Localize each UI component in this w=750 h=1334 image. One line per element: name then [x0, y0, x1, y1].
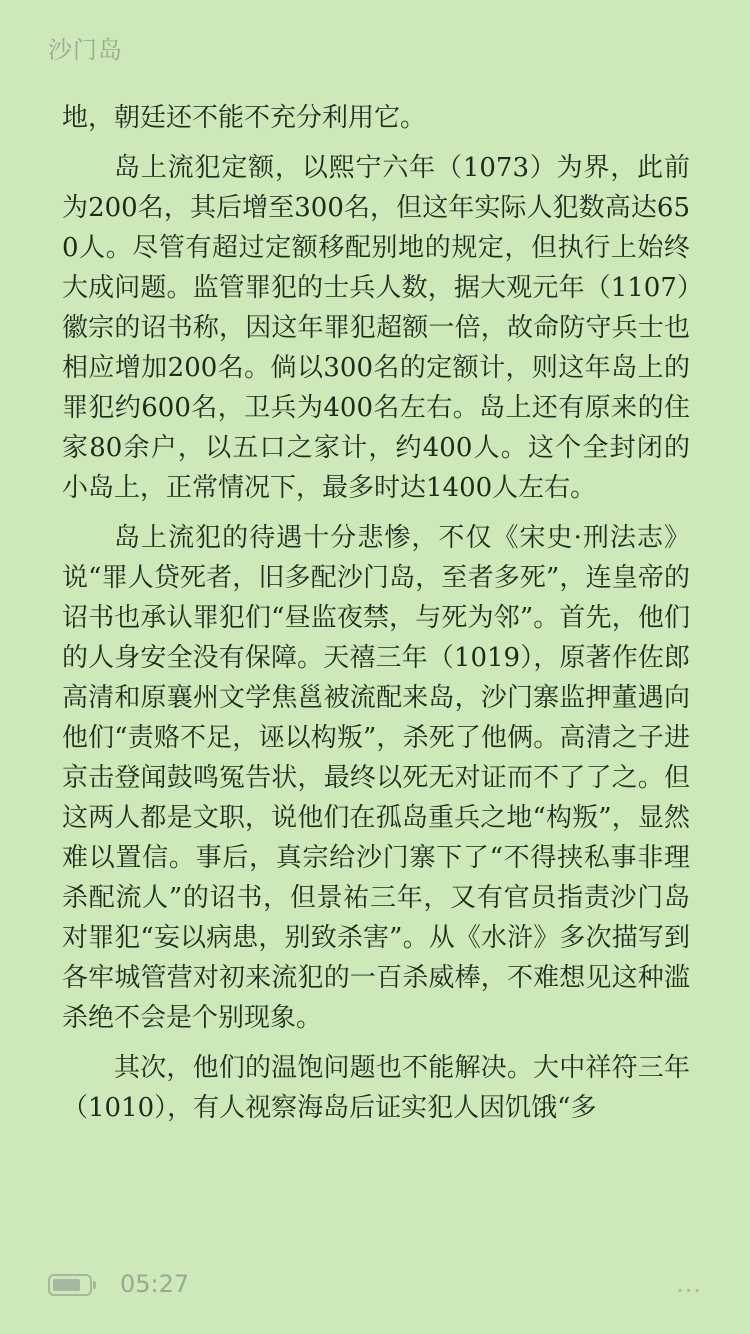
reading-content [62, 98, 690, 1138]
more-options-icon[interactable]: ... [676, 1270, 702, 1298]
reader-status-bar [0, 1266, 750, 1306]
battery-icon [48, 1274, 92, 1296]
clock-time: 05:27 [120, 1270, 190, 1298]
paragraph-2: 岛上流犯定额，以熙宁六年（1073）为界，此前为200名，其后增至300名，但这年实际人犯数高达650人。尽管有超过定额移配别地的规定，但执行上始终大成问题。监管罪犯的士兵人数，据大观元年（1107）徽宗的诏书称，因这年罪犯超额一倍，故命防守兵士也相应增加200名。倘以300名的定额计，则这年岛上的罪犯约600名，卫兵为400名左右。岛上还有原来的住家80余户，以五口之家计，约400人。这个全封闭的小岛上，正常情况下，最多时达1400人左右。 [62, 153, 690, 503]
book-title: 沙门岛 [48, 36, 123, 64]
paragraph-4: 其次，他们的温饱问题也不能解决。大中祥符三年（1010），有人视察海岛后证实犯人因饥饿“多 [62, 1053, 690, 1123]
battery-level-fill [53, 1279, 80, 1291]
battery-tip [93, 1281, 96, 1289]
paragraph-1: 地，朝廷还不能不充分利用它。 [62, 103, 427, 133]
paragraph-3: 岛上流犯的待遇十分悲惨，不仅《宋史·刑法志》说“罪人贷死者，旧多配沙门岛，至者多死”，连皇帝的诏书也承认罪犯们“昼监夜禁，与死为邻”。首先，他们的人身安全没有保障。天禧三年（1019），原著作佐郎高清和原襄州文学焦邕被流配来岛，沙门寨监押董遇向他们“责赂不足，诬以构叛”，杀死了他俩。高清之子进京击登闻鼓鸣冤告状，最终以死无对证而不了了之。但这两人都是文职，说他们在孤岛重兵之地“构叛”，显然难以置信。事后，真宗给沙门寨下了“不得挟私事非理杀配流人”的诏书，但景祐三年，又有官员指责沙门岛对罪犯“妄以病患，别致杀害”。从《水浒》多次描写到各牢城管营对初来流犯的一百杀威棒，不难想见这种滥杀绝不会是个别现象。 [62, 523, 690, 1033]
